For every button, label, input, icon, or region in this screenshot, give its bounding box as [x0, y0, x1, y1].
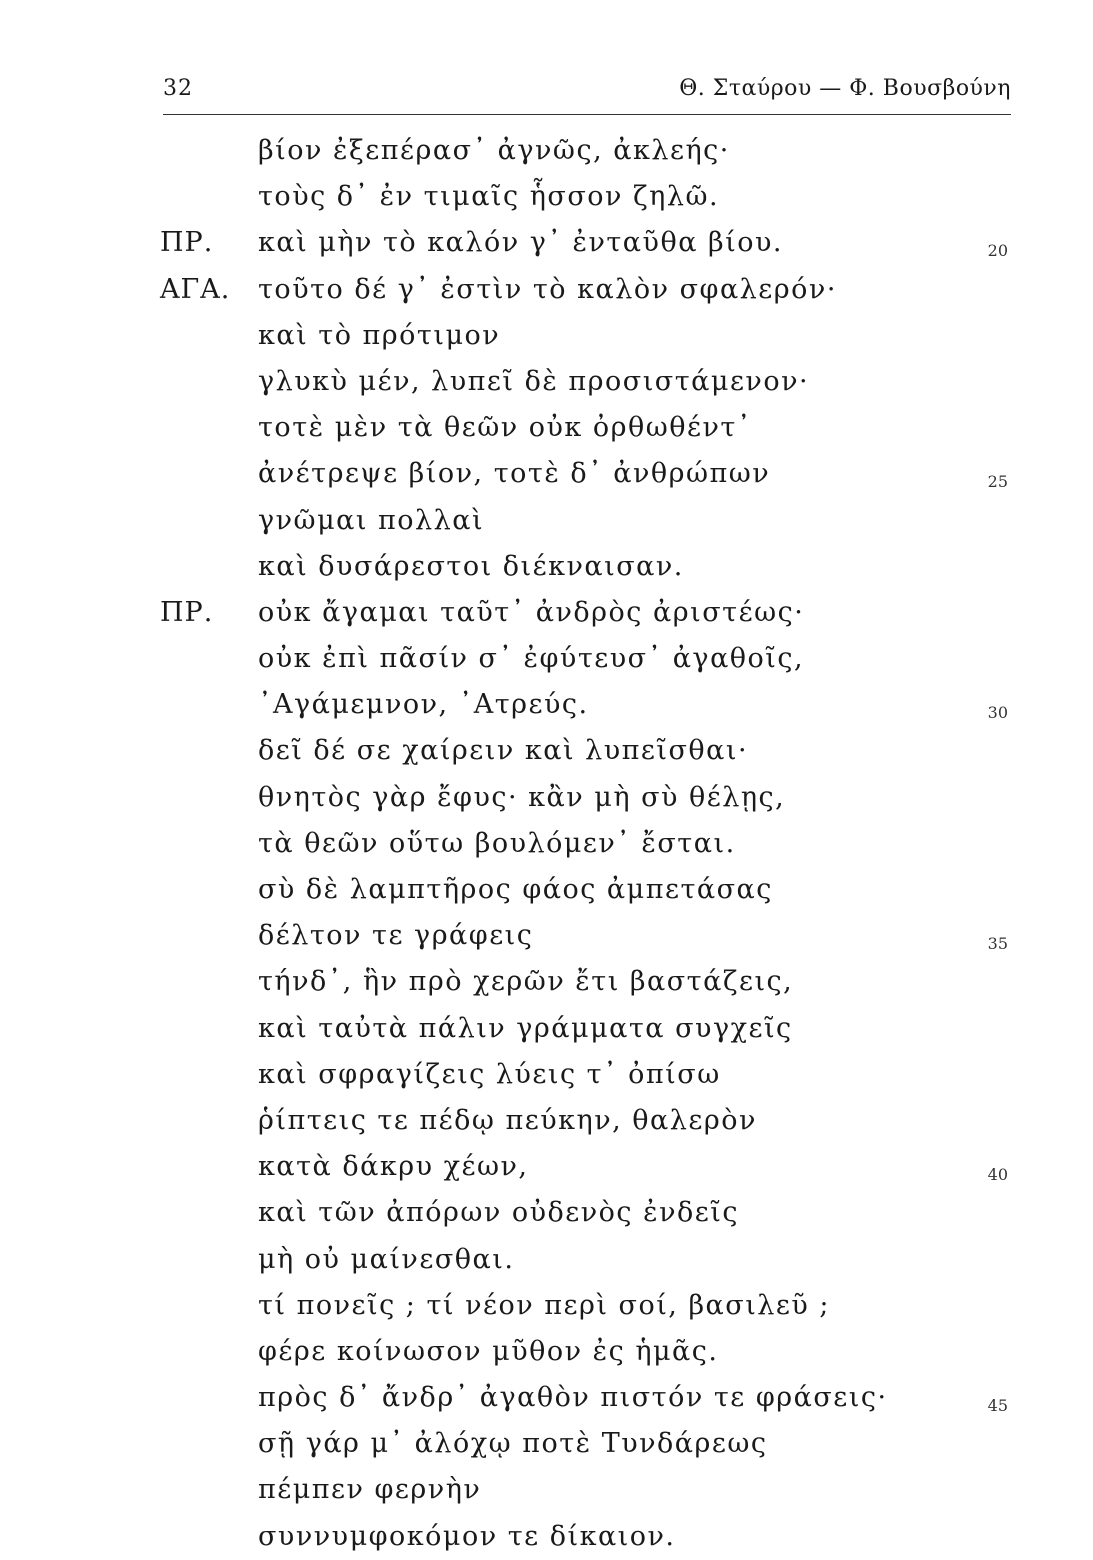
verse-line — [160, 1006, 1020, 1052]
verse-line — [160, 1467, 1020, 1513]
verse-line — [160, 1283, 1020, 1329]
verse-text: κατὰ δάκρυ χέων, — [258, 1151, 529, 1183]
verse-text: οὐκ ἄγαμαι ταῦτ᾽ ἀνδρὸς ἀριστέως· — [258, 596, 805, 628]
verse-text: ἀνέτρεψε βίον, τοτὲ δ᾽ ἀνθρώπων — [258, 458, 771, 490]
verse-line — [160, 1421, 1020, 1467]
verse-line — [160, 821, 1020, 867]
verse-text: γλυκὺ μέν, λυπεῖ δὲ προσιστάμενον· — [258, 365, 810, 397]
verse-line — [160, 959, 1020, 1005]
page-header — [163, 70, 1011, 110]
verse-line — [160, 313, 1020, 359]
verse-line — [160, 174, 1020, 220]
verse-text: συννυμφοκόμον τε δίκαιον. — [258, 1520, 676, 1552]
verse-line — [160, 498, 1020, 544]
verse-line — [160, 405, 1020, 451]
verse-text: καὶ μὴν τὸ καλόν γ᾽ ἐνταῦθα βίου. — [258, 227, 783, 259]
header-rule — [163, 114, 1011, 115]
verse-text: πρὸς δ᾽ ἄνδρ᾽ ἀγαθὸν πιστόν τε φράσεις· — [258, 1382, 888, 1414]
verse-line — [160, 1375, 1020, 1421]
verse-line — [160, 867, 1020, 913]
verse-text: καὶ τῶν ἀπόρων οὐδενὸς ἐνδεῖς — [258, 1197, 739, 1229]
verse-line — [160, 636, 1020, 682]
verse-text: φέρε κοίνωσον μῦθον ἐς ἡμᾶς. — [258, 1335, 719, 1367]
verse-text: γνῶμαι πολλαὶ — [258, 504, 485, 536]
speaker-label: ΠΡ. — [160, 227, 214, 259]
line-number: 40 — [987, 1165, 1008, 1185]
verse-line — [160, 267, 1020, 313]
verse-text: θνητὸς γὰρ ἔφυς· κἂν μὴ σὺ θέλῃς, — [258, 781, 786, 813]
verse-block — [160, 128, 1020, 1560]
verse-text: βίον ἐξεπέρασ᾽ ἀγνῶς, ἀκλεής· — [258, 135, 730, 166]
verse-line — [160, 1098, 1020, 1144]
verse-line — [160, 913, 1020, 959]
verse-line — [160, 128, 1020, 174]
verse-text: τοτὲ μὲν τὰ θεῶν οὐκ ὀρθωθέντ᾽ — [258, 412, 752, 444]
verse-text: τὰ θεῶν οὕτω βουλόμεν᾽ ἔσται. — [258, 827, 736, 859]
verse-line — [160, 1514, 1020, 1560]
verse-text: ῥίπτεις τε πέδῳ πεύκην, θαλερὸν — [258, 1104, 757, 1136]
verse-line — [160, 775, 1020, 821]
line-number: 30 — [987, 703, 1008, 723]
speaker-label: ΑΓΑ. — [160, 273, 231, 305]
line-number: 20 — [987, 241, 1008, 261]
verse-text: τοὺς δ᾽ ἐν τιμαῖς ἧσσον ζηλῶ. — [258, 181, 720, 213]
verse-text: οὐκ ἐπὶ πᾶσίν σ᾽ ἐφύτευσ᾽ ἀγαθοῖς, — [258, 643, 805, 675]
line-number: 35 — [987, 934, 1008, 954]
verse-line — [160, 682, 1020, 728]
verse-line — [160, 544, 1020, 590]
verse-line — [160, 1052, 1020, 1098]
verse-text: καὶ τὸ πρότιμον — [258, 319, 501, 351]
verse-line — [160, 1144, 1020, 1190]
verse-text: σὺ δὲ λαμπτῆρος φάος ἀμπετάσας — [258, 874, 773, 905]
verse-line — [160, 451, 1020, 497]
verse-line — [160, 1237, 1020, 1283]
verse-line — [160, 220, 1020, 266]
verse-text: τί πονεῖς ; τί νέον περὶ σοί, βασιλεῦ ; — [258, 1289, 831, 1321]
verse-line — [160, 1190, 1020, 1236]
verse-text: σῇ γάρ μ᾽ ἀλόχῳ ποτὲ Τυνδάρεως — [258, 1428, 768, 1460]
verse-text: τήνδ᾽, ἣν πρὸ χερῶν ἔτι βαστάζεις, — [258, 966, 794, 998]
verse-line — [160, 728, 1020, 774]
line-number: 25 — [987, 472, 1008, 492]
verse-text: μὴ οὐ μαίνεσθαι. — [258, 1243, 515, 1275]
verse-text: τοῦτο δέ γ᾽ ἐστὶν τὸ καλὸν σφαλερόν· — [258, 273, 837, 305]
verse-text: καὶ ταὐτὰ πάλιν γράμματα συγχεῖς — [258, 1012, 793, 1044]
verse-text: καὶ δυσάρεστοι διέκναισαν. — [258, 550, 684, 582]
page-number: 32 — [163, 76, 193, 101]
verse-text: δέλτον τε γράφεις — [258, 920, 534, 952]
verse-line — [160, 359, 1020, 405]
verse-line — [160, 590, 1020, 636]
verse-text: δεῖ δέ σε χαίρειν καὶ λυπεῖσθαι· — [258, 735, 749, 767]
verse-text: ᾽Αγάμεμνον, ᾽Ατρεύς. — [258, 689, 589, 721]
running-head: Θ. Σταύρου — Φ. Βουσβούνη — [679, 76, 1011, 101]
verse-text: καὶ σφραγίζεις λύεις τ᾽ ὀπίσω — [258, 1058, 721, 1090]
verse-line — [160, 1329, 1020, 1375]
speaker-label: ΠΡ. — [160, 596, 214, 628]
verse-text: πέμπεν φερνὴν — [258, 1474, 482, 1506]
line-number: 45 — [987, 1396, 1008, 1416]
